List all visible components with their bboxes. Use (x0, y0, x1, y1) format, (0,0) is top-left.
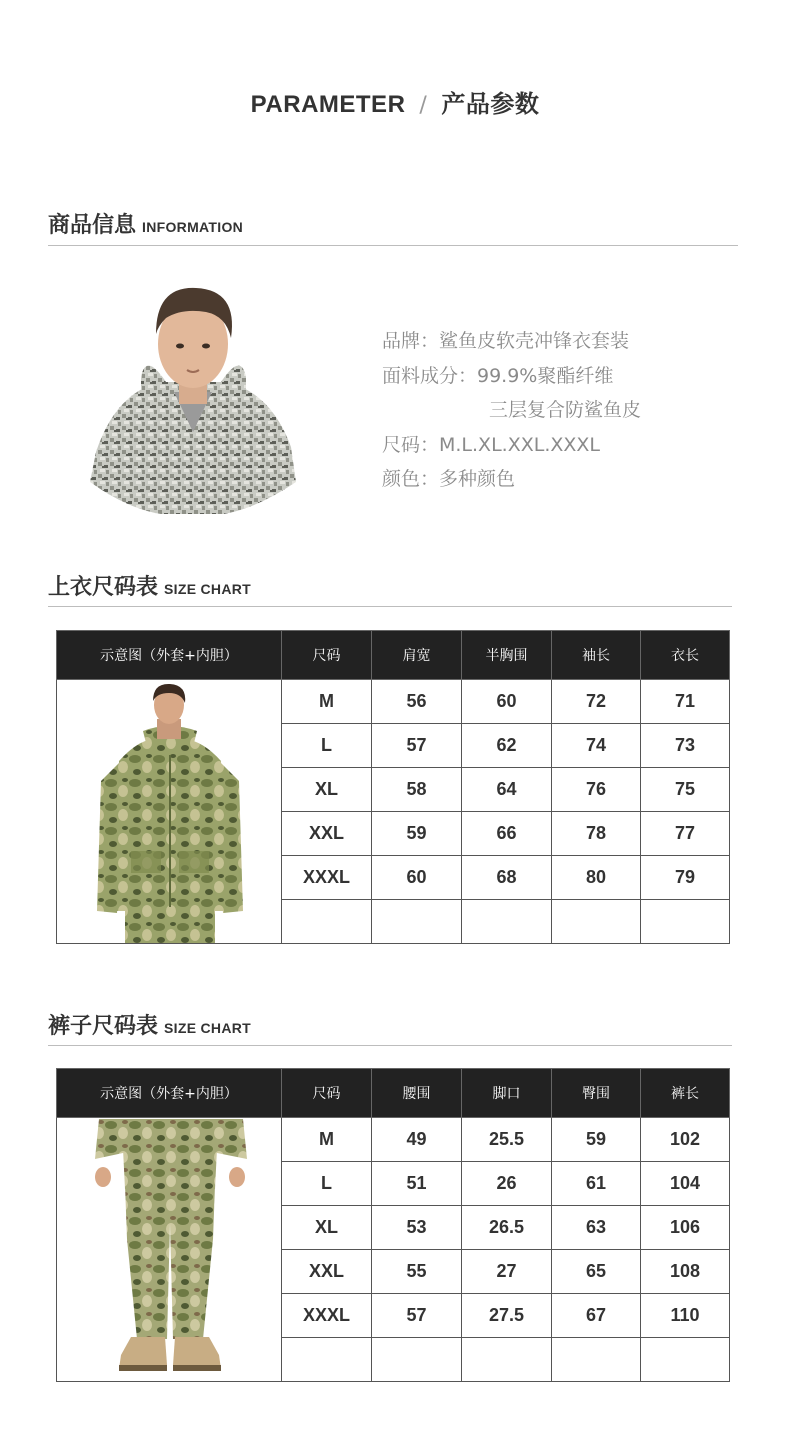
product-info-list (382, 324, 641, 497)
pants-size-cell: M (282, 1118, 372, 1162)
jacket-value-cell: 71 (641, 680, 730, 724)
pants-size-cell: XXL (282, 1250, 372, 1294)
info-section-title (48, 208, 243, 239)
pants-header-cell: 示意图（外套+内胆） (57, 1069, 282, 1118)
pants-value-cell: 27.5 (462, 1294, 552, 1338)
pants-value-cell (641, 1338, 730, 1382)
pants-value-cell: 57 (372, 1294, 462, 1338)
pants-header-cell: 尺码 (282, 1069, 372, 1118)
jacket-value-cell: 62 (462, 724, 552, 768)
pants-value-cell: 49 (372, 1118, 462, 1162)
jacket-divider (48, 606, 732, 607)
jacket-size-cell: XL (282, 768, 372, 812)
pants-subtitle: SIZE CHART (164, 1020, 252, 1036)
jacket-value-cell: 74 (552, 724, 641, 768)
jacket-value-cell: 56 (372, 680, 462, 724)
jacket-value-cell (372, 900, 462, 944)
pants-diagram-cell (57, 1118, 282, 1382)
jacket-value-cell: 78 (552, 812, 641, 856)
pants-value-cell: 25.5 (462, 1118, 552, 1162)
jacket-size-cell: L (282, 724, 372, 768)
pants-value-cell: 55 (372, 1250, 462, 1294)
jacket-model-image (57, 681, 281, 943)
jacket-size-cell: XXL (282, 812, 372, 856)
jacket-value-cell (552, 900, 641, 944)
pants-value-cell: 110 (641, 1294, 730, 1338)
pants-divider (48, 1045, 732, 1046)
pants-value-cell: 59 (552, 1118, 641, 1162)
pants-size-cell: L (282, 1162, 372, 1206)
pants-header-row (57, 1069, 730, 1118)
pants-value-cell: 26.5 (462, 1206, 552, 1250)
info-fabric-cont: 三层复合防鲨鱼皮 (489, 399, 642, 421)
jacket-size-table (56, 630, 730, 944)
pants-size-table (56, 1068, 730, 1382)
pants-size-cell (282, 1338, 372, 1382)
title-separator: / (419, 93, 428, 118)
jacket-value-cell: 79 (641, 856, 730, 900)
jacket-diagram-cell (57, 680, 282, 944)
jacket-value-cell: 76 (552, 768, 641, 812)
jacket-size-cell: XXXL (282, 856, 372, 900)
page-title-en: PARAMETER (250, 91, 406, 118)
pants-value-cell: 51 (372, 1162, 462, 1206)
jacket-header-cell: 肩宽 (372, 631, 462, 680)
jacket-header-cell: 衣长 (641, 631, 730, 680)
jacket-value-cell: 66 (462, 812, 552, 856)
pants-value-cell: 27 (462, 1250, 552, 1294)
jacket-size-cell (282, 900, 372, 944)
page-title-cn: 产品参数 (441, 90, 540, 118)
jacket-subtitle: SIZE CHART (164, 581, 252, 597)
jacket-header-row (57, 631, 730, 680)
jacket-value-cell: 60 (462, 680, 552, 724)
table-row (57, 680, 730, 724)
jacket-value-cell: 58 (372, 768, 462, 812)
pants-value-cell: 53 (372, 1206, 462, 1250)
jacket-value-cell: 77 (641, 812, 730, 856)
info-fabric: 面料成分：99.9%聚酯纤维 (382, 364, 614, 387)
jacket-value-cell: 57 (372, 724, 462, 768)
pants-value-cell: 67 (552, 1294, 641, 1338)
jacket-header-cell: 示意图（外套+内胆） (57, 631, 282, 680)
jacket-value-cell: 72 (552, 680, 641, 724)
pants-value-cell: 65 (552, 1250, 641, 1294)
jacket-value-cell (641, 900, 730, 944)
jacket-value-cell: 64 (462, 768, 552, 812)
jacket-value-cell: 60 (372, 856, 462, 900)
jacket-section-title (48, 570, 251, 601)
pants-value-cell: 61 (552, 1162, 641, 1206)
pants-value-cell: 102 (641, 1118, 730, 1162)
pants-value-cell (372, 1338, 462, 1382)
page-heading (0, 84, 790, 119)
pants-value-cell (552, 1338, 641, 1382)
pants-header-cell: 臀围 (552, 1069, 641, 1118)
pants-section-title (48, 1009, 251, 1040)
info-sizes: 尺码：M.L.XL.XXL.XXXL (382, 433, 600, 456)
info-brand: 品牌：鲨鱼皮软壳冲锋衣套装 (382, 330, 630, 352)
pants-value-cell: 106 (641, 1206, 730, 1250)
pants-value-cell: 63 (552, 1206, 641, 1250)
pants-header-cell: 脚口 (462, 1069, 552, 1118)
jacket-header-cell: 尺码 (282, 631, 372, 680)
jacket-value-cell: 59 (372, 812, 462, 856)
info-colors: 颜色：多种颜色 (382, 468, 516, 490)
jacket-header-cell: 袖长 (552, 631, 641, 680)
pants-value-cell: 104 (641, 1162, 730, 1206)
jacket-size-cell: M (282, 680, 372, 724)
jacket-value-cell: 73 (641, 724, 730, 768)
pants-size-cell: XL (282, 1206, 372, 1250)
pants-header-cell: 腰围 (372, 1069, 462, 1118)
jacket-value-cell (462, 900, 552, 944)
jacket-header-cell: 半胸围 (462, 631, 552, 680)
pants-value-cell (462, 1338, 552, 1382)
jacket-value-cell: 80 (552, 856, 641, 900)
info-divider (48, 245, 738, 246)
pants-value-cell: 108 (641, 1250, 730, 1294)
table-row (57, 1118, 730, 1162)
jacket-value-cell: 75 (641, 768, 730, 812)
pants-header-cell: 裤长 (641, 1069, 730, 1118)
info-title: 商品信息 (48, 213, 137, 238)
pants-model-image (57, 1119, 281, 1381)
jacket-title: 上衣尺码表 (48, 575, 159, 600)
jacket-value-cell: 68 (462, 856, 552, 900)
model-portrait-image (86, 282, 300, 514)
pants-value-cell: 26 (462, 1162, 552, 1206)
pants-title: 裤子尺码表 (48, 1014, 159, 1039)
pants-size-cell: XXXL (282, 1294, 372, 1338)
info-subtitle: INFORMATION (142, 219, 244, 235)
